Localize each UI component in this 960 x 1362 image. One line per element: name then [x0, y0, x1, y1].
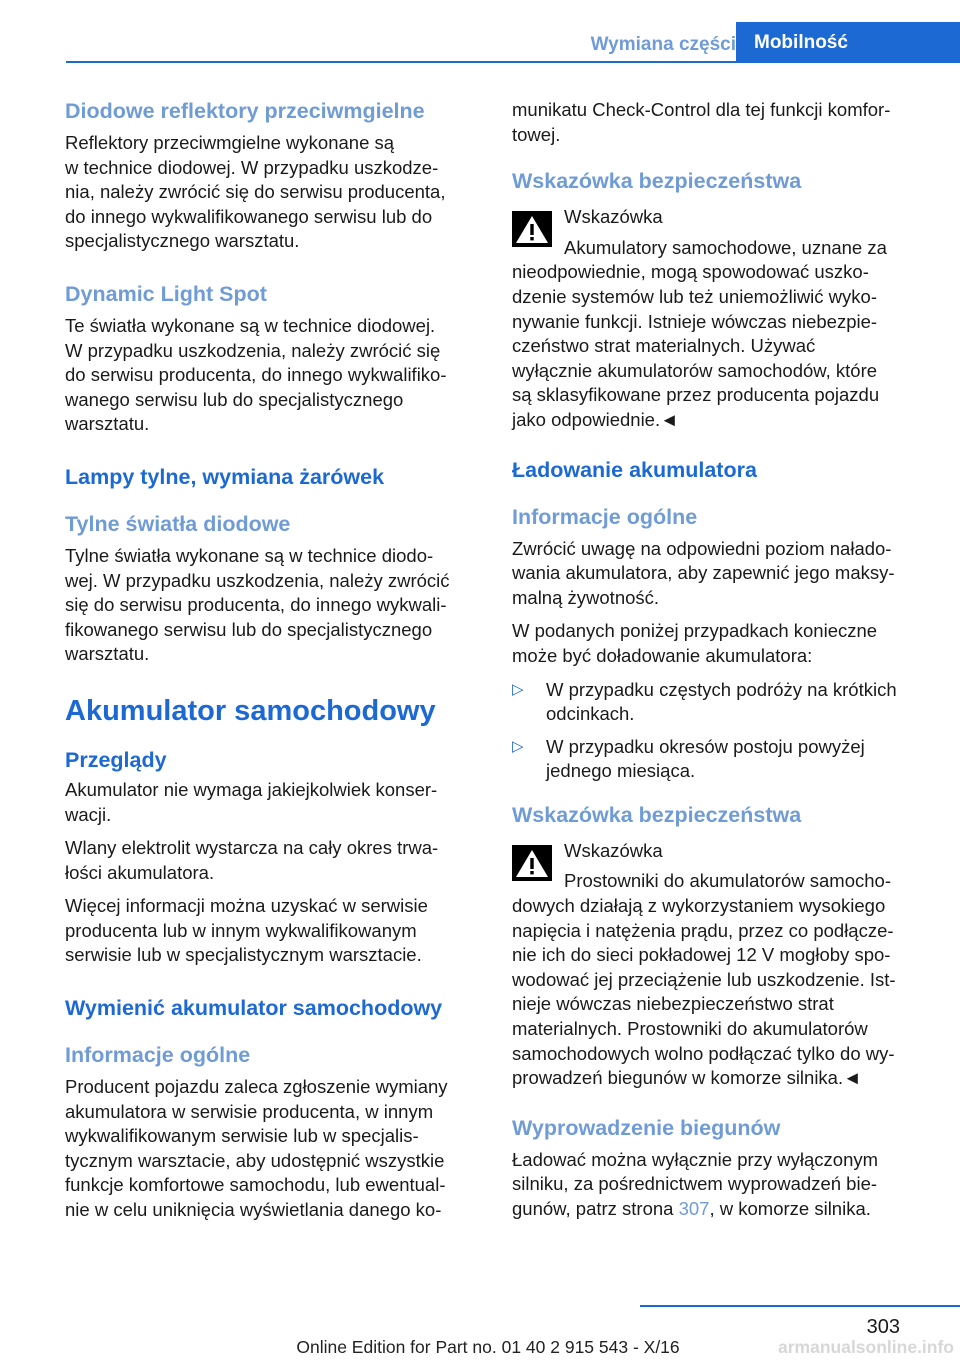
paragraph-diodowe-reflektory: Reflektory przeciwmgielne wykonane są w technice diodowej. W przypadku uszkodze- nia, należy zwrócić się do serwisu producenta, do innego wykwalifikowanego serwisu lub do specjalistycznego warsztatu.: [65, 132, 446, 252]
paragraph-przeglady-1: Akumulator nie wymaga jakiejkolwiek konser- wacji.: [65, 778, 438, 825]
bullet-triangle-icon: ▷: [512, 680, 524, 698]
heading-akumulator-samochodowy: Akumulator samochodowy: [65, 694, 436, 727]
warning-triangle-icon: [512, 211, 552, 247]
bullet-triangle-icon: ▷: [512, 737, 524, 755]
heading-wymienic-akumulator: Wymienić akumulator samochodowy: [65, 996, 443, 1021]
heading-przeglady: Przeglądy: [65, 747, 167, 772]
right-column: [512, 98, 928, 1231]
paragraph-text: Ładować można wyłącznie przy wyłączonym silniku, za pośrednictwem wyprowadzeń bie- gunów, patrz strona: [512, 1148, 879, 1219]
footer-rule: [640, 1305, 960, 1307]
heading-wskazowka-bezpieczenstwa-2: Wskazówka bezpieczeństwa: [512, 802, 802, 827]
paragraph-wyprowadzenie-biegunow: [512, 1148, 928, 1222]
list-item-text: W przypadku okresów postoju powyżej jednego miesiąca.: [546, 735, 865, 782]
heading-lampy-tylne: Lampy tylne, wymiana żarówek: [65, 464, 385, 489]
paragraph-tylne-swiatla: Tylne światła wykonane są w technice diodo- wej. W przypadku uszkodzenia, należy zwrócić się do serwisu producenta, do innego wykwali- fikowanego serwisu lub do specjalistycznego warsztatu.: [65, 544, 450, 665]
paragraph-text-end: , w komorze silnika.: [709, 1198, 871, 1219]
paragraph-dynamic-light-spot: Te światła wykonane są w technice diodowej. W przypadku uszkodzenia, należy zwrócić się do serwisu producenta, do innego wykwalifiko- wanego serwisu lub do specjalistycznego warsztatu.: [65, 314, 447, 435]
warning-box-1: [512, 205, 928, 432]
page-number: 303: [866, 1316, 900, 1338]
paragraph-przeglady-3: Więcej informacji można uzyskać w serwisie producenta lub w innym wykwalifikowanym serwisie lub w specjalistycznym warsztacie.: [65, 895, 428, 966]
warning-triangle-icon: [512, 845, 552, 881]
chapter-tab[interactable]: Mobilność: [736, 22, 960, 61]
paragraph-informacje-ogolne: Producent pojazdu zaleca zgłoszenie wymiany akumulatora w serwisie producenta, w innym wykwalifikowanym serwisie lub w specjalis- tycznym warsztacie, aby udostępnić wszystkie funkcje komfortowe samochodu, lub ewentual- nie w celu uniknięcia wyświetlania danego ko-: [65, 1076, 448, 1221]
warning-body-2: Prostowniki do akumulatorów samocho- dowych działają z wykorzystaniem wysokiego napięcia i natężenia prądu, przez co podłącze- nie ich do sieci pokładowej 12 V mogłoby spo- wodować jej przeciążenie lub uszkodzenie. Ist- nieje wówczas niebezpieczeństwo strat materialnych. Prostowniki do akumulatorów samochodowych wolno podłączać tylko do wy- prowadzeń biegunów w komorze silnika.◄: [512, 870, 896, 1089]
heading-diodowe-reflektory: Diodowe reflektory przeciwmgielne: [65, 99, 425, 123]
list-item: [512, 678, 928, 727]
warning-box-2: [512, 839, 928, 1091]
left-column: [65, 98, 481, 1232]
heading-informacje-ogolne: Informacje ogólne: [65, 1043, 251, 1068]
page-reference-link[interactable]: 307: [678, 1198, 710, 1219]
list-item: [512, 735, 928, 784]
heading-ladowanie-akumulatora: Ładowanie akumulatora: [512, 457, 757, 482]
charging-cases-list: [512, 678, 928, 784]
list-item-text: W przypadku częstych podróży na krótkich odcinkach.: [546, 678, 897, 725]
watermark: armanualsonline.info: [778, 1337, 954, 1357]
paragraph-informacje-ogolne-2b: W podanych poniżej przypadkach konieczne może być doładowanie akumulatora:: [512, 620, 878, 666]
paragraph-continued: munikatu Check-Control dla tej funkcji komfor- towej.: [512, 99, 891, 145]
heading-wskazowka-bezpieczenstwa-1: Wskazówka bezpieczeństwa: [512, 169, 802, 194]
heading-informacje-ogolne-2: Informacje ogólne: [512, 504, 698, 529]
paragraph-przeglady-2: Wlany elektrolit wystarcza na cały okres trwa- łości akumulatora.: [65, 837, 439, 883]
header-rule: [66, 61, 960, 63]
warning-title-1: Wskazówka: [564, 206, 663, 228]
warning-body-1: Akumulatory samochodowe, uznane za nieodpowiednie, mogą spowodować uszko- dzenie systemów lub też uniemożliwić wyko- nywanie funkcji. Istnieje wówczas niebezpie- czeństwo strat materialnych. Używać wyłącznie akumulatorów samochodów, które są sklasyfikowane przez producenta pojazdu jako odpowiednie.◄: [512, 236, 887, 430]
warning-title-2: Wskazówka: [564, 839, 663, 861]
edition-note: Online Edition for Part no. 01 40 2 915 543 - X/16: [296, 1337, 680, 1357]
heading-tylne-swiatla: Tylne światła diodowe: [65, 511, 291, 536]
paragraph-informacje-ogolne-2a: Zwrócić uwagę na odpowiedni poziom nałado- wania akumulatora, aby zapewnić jego maksy- malną żywotność.: [512, 537, 895, 608]
heading-wyprowadzenie-biegunow: Wyprowadzenie biegunów: [512, 1115, 781, 1140]
heading-dynamic-light-spot: Dynamic Light Spot: [65, 281, 267, 306]
breadcrumb-section[interactable]: Wymiana części: [590, 34, 736, 55]
